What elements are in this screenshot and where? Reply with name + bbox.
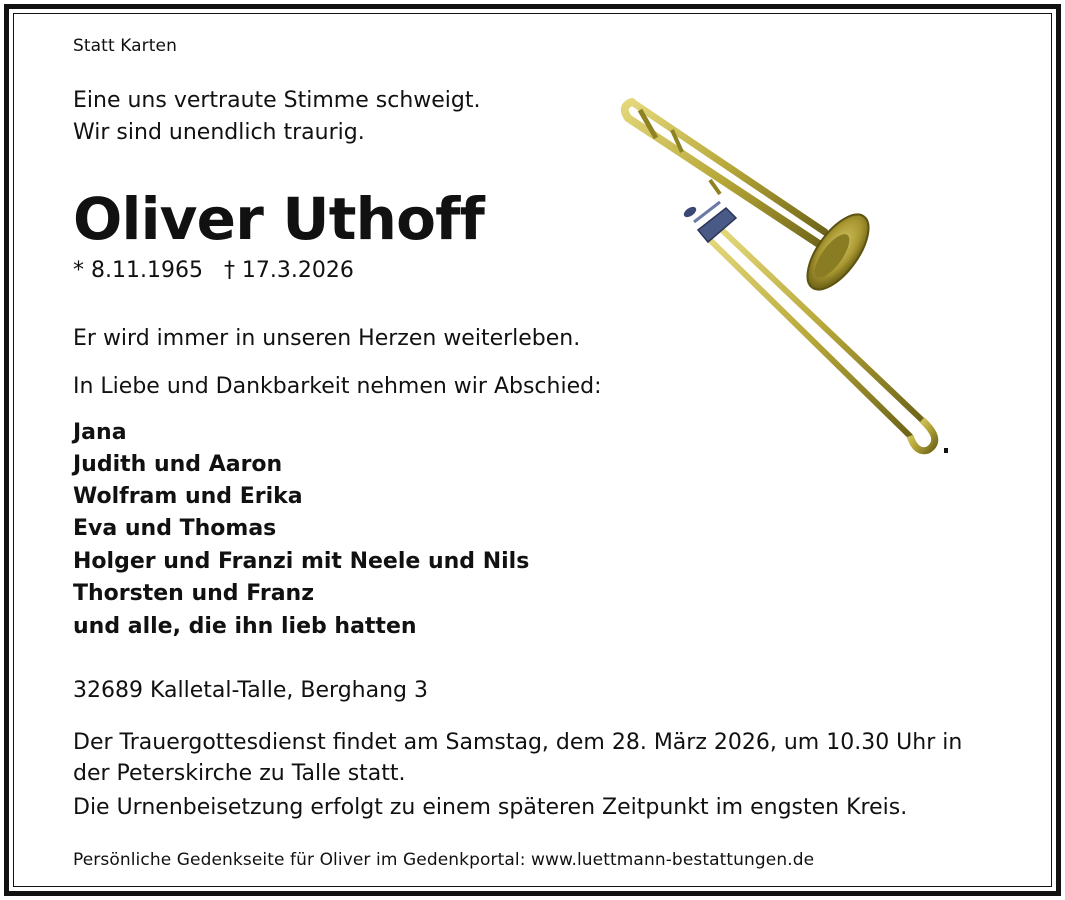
mourner-item: Wolfram und Erika xyxy=(73,484,303,509)
burial-text: Die Urnenbeisetzung erfolgt zu einem späteren Zeitpunkt im engsten Kreis. xyxy=(73,795,908,820)
farewell-text: In Liebe und Dankbarkeit nehmen wir Abschied: xyxy=(73,374,602,399)
memorial-footer: Persönliche Gedenkseite für Oliver im Gedenkportal: www.luettmann-bestattungen.de xyxy=(73,850,815,870)
deceased-name: Oliver Uthoff xyxy=(73,185,485,253)
mourner-item: Judith und Aaron xyxy=(73,452,283,477)
service-line-1: Der Trauergottesdienst findet am Samstag, dem 28. März 2026, um 10.30 Uhr in xyxy=(73,730,963,755)
address-text: 32689 Kalletal-Talle, Berghang 3 xyxy=(73,678,428,703)
mourner-item: Eva und Thomas xyxy=(73,516,277,541)
remembrance-text: Er wird immer in unseren Herzen weiterleben. xyxy=(73,326,581,351)
mourner-item: Thorsten und Franz xyxy=(73,581,315,606)
mourner-item: Holger und Franzi mit Neele und Nils xyxy=(73,549,530,574)
life-dates: * 8.11.1965 † 17.3.2026 xyxy=(73,258,354,283)
trombone-icon xyxy=(610,90,955,460)
service-line-2: der Peterskirche zu Talle statt. xyxy=(73,761,406,786)
intro-line-1: Eine uns vertraute Stimme schweigt. xyxy=(73,88,481,113)
mourner-item: Jana xyxy=(73,420,127,445)
intro-line-2: Wir sind unendlich traurig. xyxy=(73,120,365,145)
statt-karten-label: Statt Karten xyxy=(73,36,177,56)
mourner-item: und alle, die ihn lieb hatten xyxy=(73,614,417,639)
